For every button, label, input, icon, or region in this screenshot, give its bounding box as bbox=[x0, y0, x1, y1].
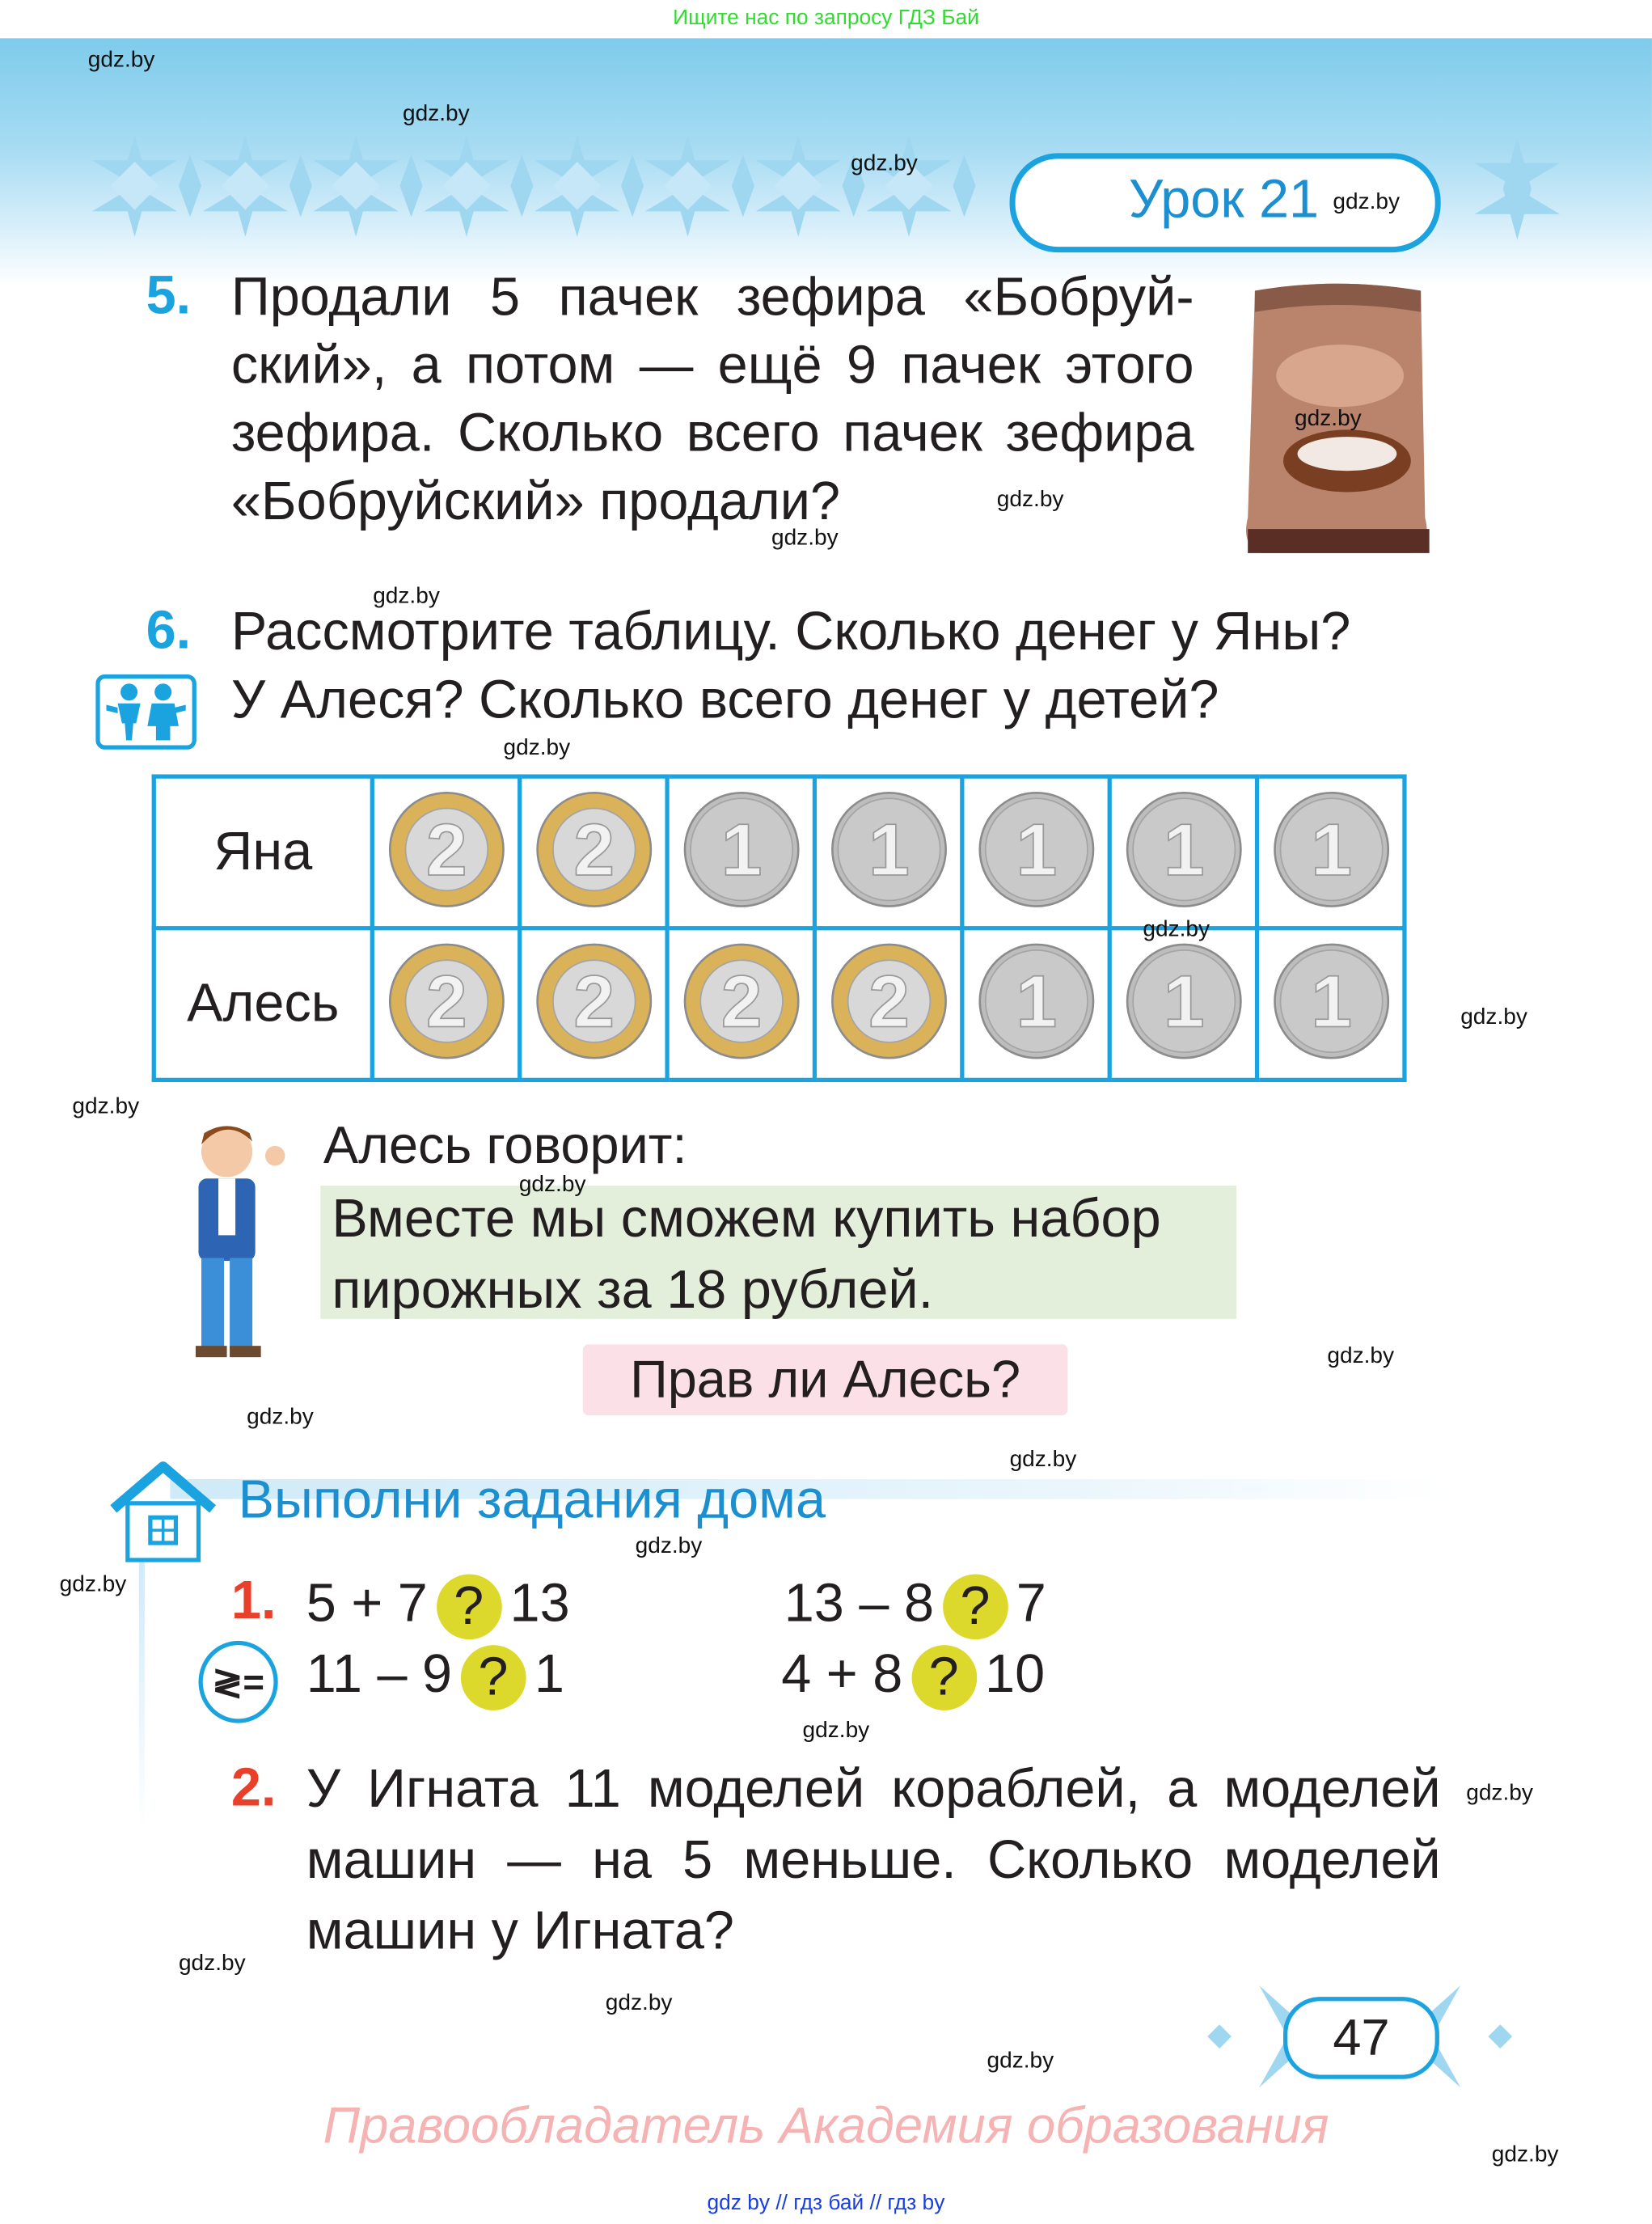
coin-1-ruble bbox=[682, 789, 801, 908]
coin-cell bbox=[962, 928, 1109, 1080]
watermark-text: gdz.by bbox=[403, 102, 470, 127]
watermark-text: gdz.by bbox=[771, 526, 839, 551]
svg-text:2: 2 bbox=[572, 808, 615, 891]
coin-cell bbox=[814, 776, 961, 928]
watermark-text: gdz.by bbox=[1327, 1344, 1395, 1369]
task5-line: зефира. Сколько всего пачек зефира bbox=[230, 404, 1194, 464]
watermark-text: gdz.by bbox=[87, 48, 155, 73]
answer-slot[interactable]: ? bbox=[911, 1645, 977, 1710]
expression: 4 + 8 ? 10 bbox=[781, 1641, 1045, 1710]
coin-cell bbox=[372, 776, 519, 928]
task6-number: 6. bbox=[146, 601, 192, 662]
footer-links[interactable]: gdz by // гдз бай // гдз by bbox=[707, 2191, 945, 2216]
coin-cell bbox=[667, 928, 814, 1080]
watermark-text: gdz.by bbox=[373, 584, 440, 609]
task6-line: Рассмотрите таблицу. Сколько денег у Яны? bbox=[230, 603, 1351, 662]
table-row bbox=[154, 928, 1405, 1080]
coin-1-ruble bbox=[1271, 941, 1390, 1060]
svg-text:1: 1 bbox=[720, 808, 762, 891]
coin-cell bbox=[962, 776, 1109, 928]
task2-line: машин — на 5 меньше. Сколько моделей bbox=[306, 1830, 1441, 1891]
home-task1-number: 1. bbox=[230, 1571, 277, 1631]
watermark-text: gdz.by bbox=[1009, 1448, 1077, 1473]
svg-text:1: 1 bbox=[1310, 959, 1352, 1042]
coin-1-ruble bbox=[976, 941, 1095, 1060]
section-line bbox=[139, 1560, 145, 1829]
compare-icon: ≷= bbox=[199, 1641, 278, 1723]
coin-cell bbox=[372, 928, 519, 1080]
snowflake-icon bbox=[1468, 137, 1567, 239]
pair-work-icon bbox=[95, 674, 196, 750]
lesson-label: Урок 21 bbox=[1128, 170, 1320, 230]
svg-text:1: 1 bbox=[1310, 808, 1352, 891]
expression: 11 – 9 ? 1 bbox=[306, 1641, 564, 1710]
ornament-icon bbox=[78, 135, 978, 237]
coin-2-rubles bbox=[387, 789, 505, 908]
task6-line: У Алеся? Сколько всего денег у детей? bbox=[230, 670, 1219, 731]
coin-cell bbox=[520, 928, 667, 1080]
svg-text:1: 1 bbox=[1015, 808, 1057, 891]
child-name: Алесь bbox=[154, 928, 372, 1080]
top-note[interactable]: Ищите нас по запросу ГДЗ Бай bbox=[673, 6, 979, 30]
question-box: Прав ли Алесь? bbox=[583, 1344, 1068, 1415]
task5-line: Продали 5 пачек зефира «Бобруй- bbox=[230, 268, 1194, 328]
watermark-text: gdz.by bbox=[247, 1405, 314, 1430]
task5-line: «Бобруйский» продали? bbox=[230, 471, 841, 532]
coin-cell bbox=[1109, 928, 1257, 1080]
coin-cell bbox=[814, 928, 961, 1080]
watermark-text: gdz.by bbox=[987, 2049, 1054, 2074]
boy-illustration bbox=[158, 1116, 298, 1361]
svg-text:2: 2 bbox=[720, 959, 762, 1042]
coin-cell bbox=[1109, 776, 1257, 928]
watermark-text: gdz.by bbox=[518, 1173, 586, 1198]
coin-2-rubles bbox=[387, 941, 505, 1060]
watermark-text: gdz.by bbox=[851, 151, 918, 176]
watermark-text: gdz.by bbox=[605, 1991, 673, 2015]
house-icon bbox=[108, 1461, 218, 1562]
home-task2-number: 2. bbox=[230, 1758, 277, 1819]
svg-text:1: 1 bbox=[1163, 808, 1204, 891]
task2-line: У Игната 11 моделей кораблей, а моделей bbox=[306, 1760, 1441, 1820]
watermark-text: gdz.by bbox=[1466, 1781, 1533, 1806]
home-heading: Выполни задания дома bbox=[238, 1470, 826, 1531]
coin-2-rubles bbox=[534, 941, 653, 1060]
watermark-text: gdz.by bbox=[72, 1094, 140, 1119]
coin-2-rubles bbox=[682, 941, 801, 1060]
speech-box bbox=[320, 1186, 1236, 1319]
task5-number: 5. bbox=[146, 266, 192, 327]
coin-1-ruble bbox=[1271, 789, 1390, 908]
watermark-text: gdz.by bbox=[1491, 2142, 1559, 2167]
child-name: Яна bbox=[154, 776, 372, 928]
coin-2-rubles bbox=[829, 941, 948, 1060]
answer-slot[interactable]: ? bbox=[943, 1574, 1008, 1639]
svg-text:2: 2 bbox=[868, 959, 909, 1042]
task5-line: ский», а потом — ещё 9 пачек этого bbox=[230, 336, 1194, 396]
svg-text:2: 2 bbox=[572, 959, 615, 1042]
coin-1-ruble bbox=[1124, 941, 1243, 1060]
watermark-text: gdz.by bbox=[996, 488, 1064, 513]
watermark-text: gdz.by bbox=[1460, 1005, 1527, 1030]
watermark-text: gdz.by bbox=[59, 1572, 127, 1597]
speaker-label: Алесь говорит: bbox=[323, 1116, 687, 1174]
page-number: 47 bbox=[1283, 1997, 1439, 2079]
watermark-text: gdz.by bbox=[178, 1951, 246, 1976]
watermark-text: gdz.by bbox=[503, 736, 571, 760]
watermark-text: gdz.by bbox=[1143, 917, 1210, 942]
money-table bbox=[152, 774, 1407, 1082]
watermark-text: gdz.by bbox=[1333, 189, 1401, 214]
coin-2-rubles bbox=[534, 789, 653, 908]
expression: 13 – 8 ? 7 bbox=[784, 1570, 1046, 1639]
svg-text:2: 2 bbox=[425, 808, 467, 891]
svg-text:1: 1 bbox=[868, 808, 909, 891]
coin-cell bbox=[1257, 928, 1405, 1080]
coin-cell bbox=[520, 776, 667, 928]
coin-cell bbox=[1257, 776, 1405, 928]
coin-1-ruble bbox=[829, 789, 948, 908]
svg-text:1: 1 bbox=[1163, 959, 1204, 1042]
table-row bbox=[154, 776, 1405, 928]
copyright-notice: Правообладатель Академия образования bbox=[323, 2095, 1329, 2154]
speech-line: пирожных за 18 рублей. bbox=[332, 1260, 934, 1321]
coin-cell bbox=[667, 776, 814, 928]
coin-1-ruble bbox=[976, 789, 1095, 908]
task2-line: машин у Игната? bbox=[306, 1901, 734, 1962]
coin-1-ruble bbox=[1124, 789, 1243, 908]
expression: 5 + 7 ? 13 bbox=[306, 1570, 570, 1639]
answer-slot[interactable]: ? bbox=[436, 1574, 501, 1639]
watermark-text: gdz.by bbox=[1295, 407, 1362, 432]
svg-text:2: 2 bbox=[425, 959, 467, 1042]
speech-line: Вместе мы сможем купить набор bbox=[332, 1190, 1161, 1249]
answer-slot[interactable]: ? bbox=[461, 1645, 526, 1710]
watermark-text: gdz.by bbox=[802, 1719, 870, 1744]
watermark-text: gdz.by bbox=[635, 1534, 703, 1559]
svg-text:1: 1 bbox=[1015, 959, 1057, 1042]
